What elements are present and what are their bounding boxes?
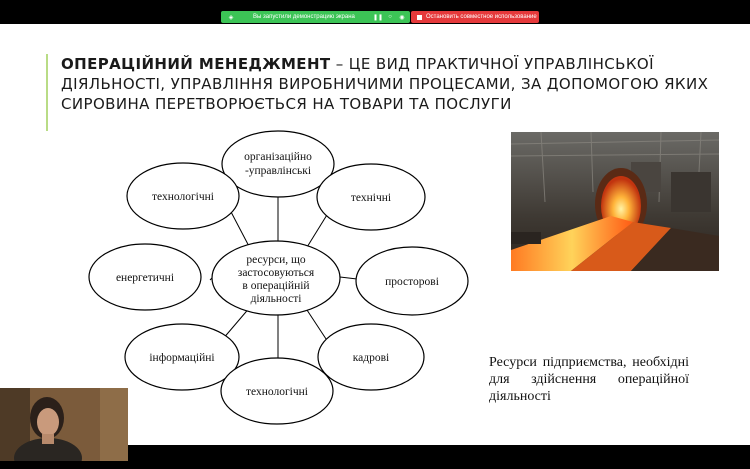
shield-icon: ◈: [228, 14, 234, 21]
presentation-slide: [0, 24, 750, 445]
slide-title-rest: – ЦЕ ВИД ПРАКТИЧНОЇ УПРАВЛІНСЬКОЇ ДІЯЛЬНОСТІ, УПРАВЛІННЯ ВИРОБНИЧИМИ ПРОЦЕСАМИ, ЗА ДОПОМОГОЮ ЯКИХ СИРОВИНА ПЕРЕТВОРЮЄТЬСЯ НА ТОВАРИ ТА ПОСЛУГИ: [61, 55, 709, 113]
record-icon[interactable]: ○: [388, 14, 392, 20]
node-center-label-3: в операційній: [242, 280, 310, 292]
node-org-label-2: -управлінські: [244, 165, 312, 177]
node-center-label-1: ресурси, що: [246, 254, 306, 266]
stop-sharing-button[interactable]: [411, 11, 539, 23]
stop-sharing-label: Остановить совместное использование: [426, 14, 537, 20]
node-org-label-1: організаційно: [244, 151, 312, 163]
steel-mill-photo: [511, 132, 719, 271]
screen-share-status-pill: [221, 11, 410, 23]
screen-share-bar: [0, 0, 750, 24]
node-tech-bottom-label: технологічні: [245, 386, 309, 398]
node-tech-top-label: технологічні: [151, 191, 215, 203]
slide-caption: Ресурси підприємства, необхідні для здійснення операційної діяльності: [489, 355, 689, 404]
slide-title-bold: ОПЕРАЦІЙНИЙ МЕНЕДЖМЕНТ: [61, 55, 331, 73]
node-info-label: інформаційні: [149, 352, 215, 364]
node-center-label-4: діяльності: [250, 293, 302, 305]
node-technical-label: технічні: [350, 192, 392, 204]
node-org-ellipse: [222, 131, 334, 197]
connector-spatial: [340, 277, 357, 279]
node-energy-label: енергетичні: [115, 272, 175, 284]
node-spatial-label: просторові: [385, 276, 439, 288]
node-staff-label: кадрові: [352, 352, 390, 364]
node-center-label-2: застосовуються: [237, 267, 315, 279]
settings-icon[interactable]: ◉: [399, 14, 405, 21]
screen-share-message: Вы запустили демонстрацию экрана: [253, 14, 355, 20]
pause-icon[interactable]: ❚❚: [372, 14, 384, 21]
participant-video-thumbnail[interactable]: [0, 388, 128, 461]
stop-icon: [417, 15, 422, 20]
